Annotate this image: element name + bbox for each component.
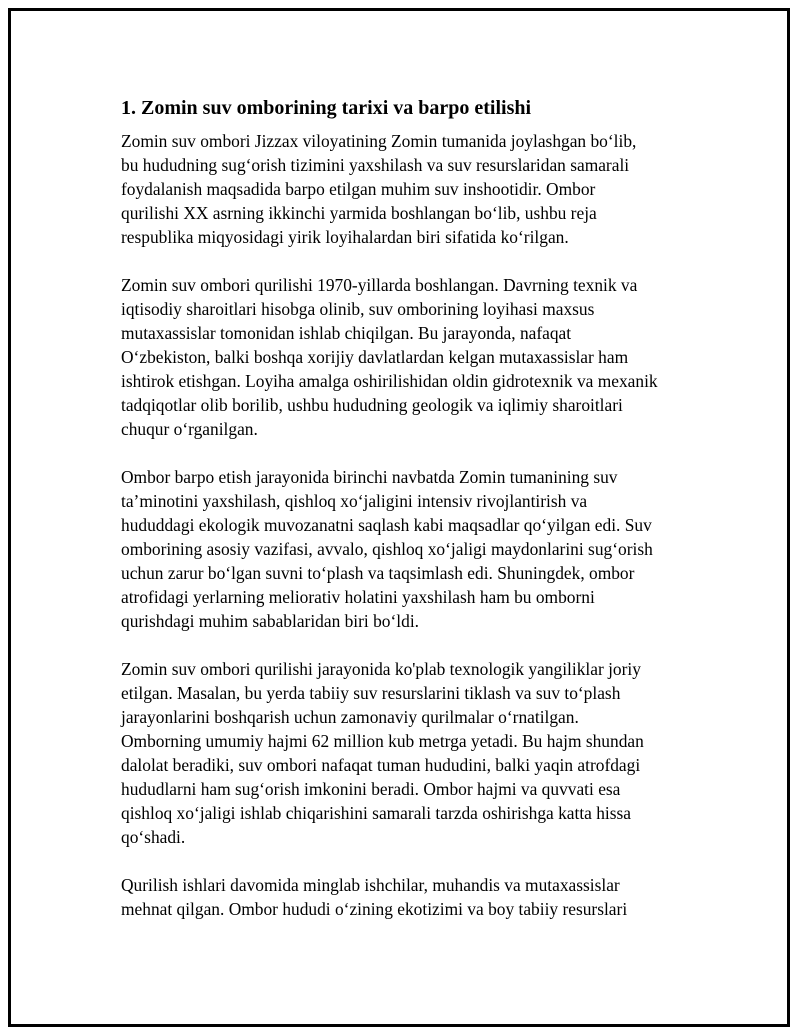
paragraph-line: dalolat beradiki, suv ombori nafaqat tuman hududini, balki yaqin atrofdagi: [121, 755, 641, 775]
paragraph-line: mehnat qilgan. Ombor hududi o‘zining ekotizimi va boy tabiiy resurslari: [121, 899, 628, 919]
paragraph-line: O‘zbekiston, balki boshqa xorijiy davlatlardan kelgan mutaxassislar ham: [121, 347, 629, 367]
paragraph-line: mutaxassislar tomonidan ishlab chiqilgan. Bu jarayonda, nafaqat: [121, 323, 572, 343]
paragraph-line: qurilishi XX asrning ikkinchi yarmida boshlangan bo‘lib, ushbu reja: [121, 203, 597, 223]
paragraph-line: Zomin suv ombori qurilishi jarayonida ko'plab texnologik yangiliklar joriy: [121, 659, 641, 679]
paragraphs-container: [121, 129, 701, 921]
section-heading: 1. Zomin suv omborining tarixi va barpo etilishi: [121, 97, 532, 119]
paragraph-line: Zomin suv ombori Jizzax viloyatining Zomin tumanida joylashgan bo‘lib,: [121, 131, 637, 151]
paragraph-line: ta’minotini yaxshilash, qishloq xo‘jaligini intensiv rivojlantirish va: [121, 491, 588, 511]
paragraph-line: iqtisodiy sharoitlari hisobga olinib, suv omborining loyihasi maxsus: [121, 299, 595, 319]
paragraph-line: bu hududning sug‘orish tizimini yaxshilash va suv resurslaridan samarali: [121, 155, 630, 175]
document-body: [121, 95, 701, 945]
paragraph-line: tadqiqotlar olib borilib, ushbu hududning geologik va iqlimiy sharoitlari: [121, 395, 623, 415]
paragraph-line: qurishdagi muhim sabablaridan biri bo‘ldi.: [121, 611, 420, 631]
paragraph: [121, 657, 701, 849]
page-border: [8, 8, 790, 1027]
paragraph: [121, 465, 701, 633]
paragraph-line: omborining asosiy vazifasi, avvalo, qishloq xo‘jaligi maydonlarini sug‘orish: [121, 539, 653, 559]
paragraph-line: foydalanish maqsadida barpo etilgan muhim suv inshootidir. Ombor: [121, 179, 596, 199]
paragraph-line: qishloq xo‘jaligi ishlab chiqarishini samarali tarzda oshirishga katta hissa: [121, 803, 632, 823]
paragraph-line: respublika miqyosidagi yirik loyihalardan biri sifatida ko‘rilgan.: [121, 227, 569, 247]
paragraph-line: Qurilish ishlari davomida minglab ishchilar, muhandis va mutaxassislar: [121, 875, 620, 895]
paragraph-line: Zomin suv ombori qurilishi 1970-yillarda boshlangan. Davrning texnik va: [121, 275, 638, 295]
paragraph-line: hududlarni ham sug‘orish imkonini beradi. Ombor hajmi va quvvati esa: [121, 779, 621, 799]
paragraph-line: Omborning umumiy hajmi 62 million kub metrga yetadi. Bu hajm shundan: [121, 731, 644, 751]
paragraph-line: ishtirok etishgan. Loyiha amalga oshirilishidan oldin gidrotexnik va mexanik: [121, 371, 658, 391]
paragraph-line: uchun zarur bo‘lgan suvni to‘plash va taqsimlash edi. Shuningdek, ombor: [121, 563, 635, 583]
paragraph-line: Ombor barpo etish jarayonida birinchi navbatda Zomin tumanining suv: [121, 467, 618, 487]
paragraph: [121, 873, 701, 921]
paragraph: [121, 273, 701, 441]
paragraph-line: etilgan. Masalan, bu yerda tabiiy suv resurslarini tiklash va suv to‘plash: [121, 683, 621, 703]
paragraph-line: atrofidagi yerlarning meliorativ holatini yaxshilash ham bu omborni: [121, 587, 595, 607]
paragraph-line: qo‘shadi.: [121, 827, 186, 847]
paragraph: [121, 129, 701, 249]
paragraph-line: jarayonlarini boshqarish uchun zamonaviy qurilmalar o‘rnatilgan.: [121, 707, 579, 727]
paragraph-line: hududdagi ekologik muvozanatni saqlash kabi maqsadlar qo‘yilgan edi. Suv: [121, 515, 652, 535]
paragraph-line: chuqur o‘rganilgan.: [121, 419, 258, 439]
